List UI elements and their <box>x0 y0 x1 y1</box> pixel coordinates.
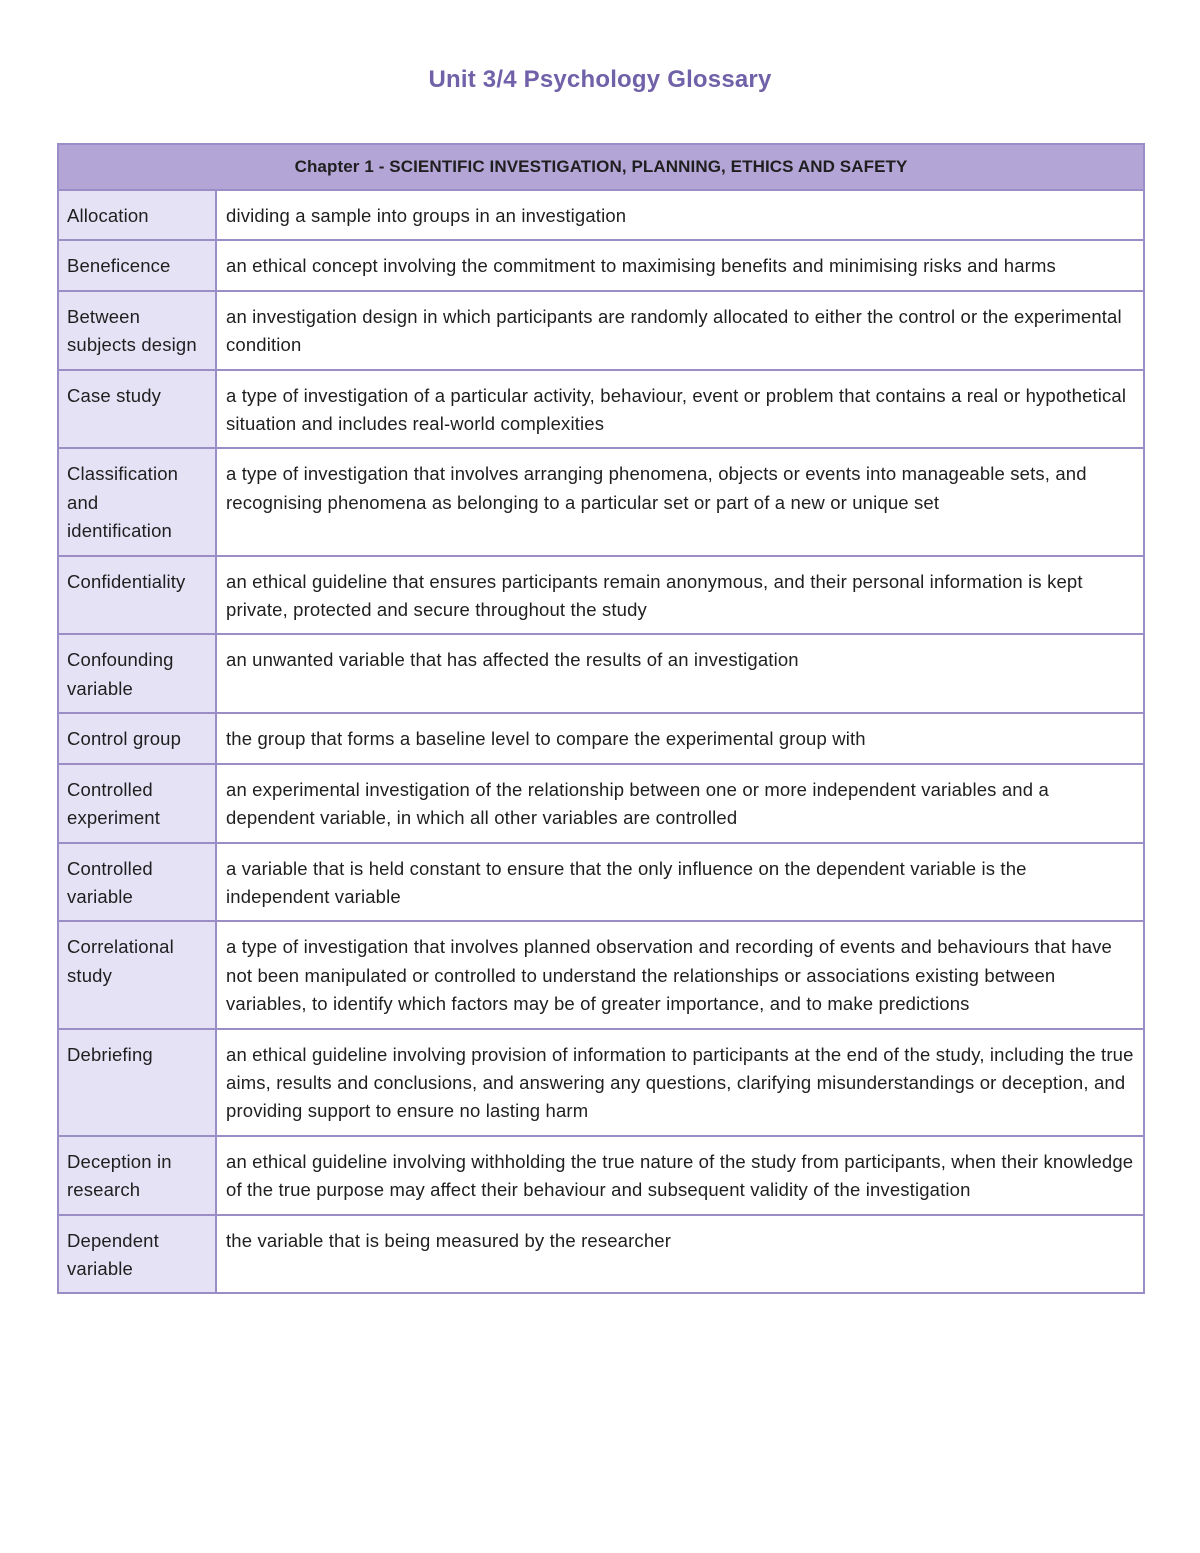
glossary-definition: dividing a sample into groups in an investigation <box>216 190 1144 240</box>
glossary-term: Classification and identification <box>58 448 216 555</box>
glossary-definition: an investigation design in which participants are randomly allocated to either the control or the experimental condition <box>216 291 1144 370</box>
table-row <box>58 190 1144 240</box>
glossary-term: Beneficence <box>58 240 216 290</box>
glossary-definition: an ethical guideline that ensures participants remain anonymous, and their personal information is kept private, protected and secure throughout the study <box>216 556 1144 635</box>
glossary-term: Dependent variable <box>58 1215 216 1294</box>
table-row <box>58 1136 1144 1215</box>
glossary-definition: the variable that is being measured by the researcher <box>216 1215 1144 1294</box>
glossary-definition: a type of investigation of a particular activity, behaviour, event or problem that contains a real or hypothetical situation and includes real-world complexities <box>216 370 1144 449</box>
table-row <box>58 556 1144 635</box>
table-row <box>58 1215 1144 1294</box>
chapter-header-row <box>58 144 1144 190</box>
glossary-definition: an ethical guideline involving withholding the true nature of the study from participants, when their knowledge of the true purpose may affect their behaviour and subsequent validity of the investigation <box>216 1136 1144 1215</box>
glossary-term: Controlled variable <box>58 843 216 922</box>
glossary-definition: a variable that is held constant to ensure that the only influence on the dependent variable is the independent variable <box>216 843 1144 922</box>
table-row <box>58 921 1144 1028</box>
glossary-term: Debriefing <box>58 1029 216 1136</box>
glossary-definition: a type of investigation that involves arranging phenomena, objects or events into manageable sets, and recognising phenomena as belonging to a particular set or part of a new or unique set <box>216 448 1144 555</box>
table-row <box>58 240 1144 290</box>
glossary-term: Controlled experiment <box>58 764 216 843</box>
table-row <box>58 291 1144 370</box>
page-title: Unit 3/4 Psychology Glossary <box>428 66 772 93</box>
table-row <box>58 713 1144 763</box>
glossary-term: Confounding variable <box>58 634 216 713</box>
glossary-term: Control group <box>58 713 216 763</box>
glossary-term: Between subjects design <box>58 291 216 370</box>
glossary-term: Allocation <box>58 190 216 240</box>
glossary-term: Case study <box>58 370 216 449</box>
table-row <box>58 843 1144 922</box>
glossary-term: Confidentiality <box>58 556 216 635</box>
table-row <box>58 634 1144 713</box>
table-row <box>58 1029 1144 1136</box>
table-row <box>58 764 1144 843</box>
glossary-definition: an ethical guideline involving provision of information to participants at the end of the study, including the true aims, results and conclusions, and answering any questions, clarifying misunderstandings or deception, and providing support to ensure no lasting harm <box>216 1029 1144 1136</box>
table-row <box>58 370 1144 449</box>
chapter-heading: Chapter 1 - SCIENTIFIC INVESTIGATION, PLANNING, ETHICS AND SAFETY <box>58 144 1144 190</box>
glossary-term: Correlational study <box>58 921 216 1028</box>
glossary-definition: an experimental investigation of the relationship between one or more independent variables and a dependent variable, in which all other variables are controlled <box>216 764 1144 843</box>
glossary-definition: an ethical concept involving the commitment to maximising benefits and minimising risks and harms <box>216 240 1144 290</box>
glossary-table <box>57 143 1145 1294</box>
glossary-term: Deception in research <box>58 1136 216 1215</box>
table-row <box>58 448 1144 555</box>
glossary-definition: an unwanted variable that has affected the results of an investigation <box>216 634 1144 713</box>
glossary-definition: a type of investigation that involves planned observation and recording of events and behaviours that have not been manipulated or controlled to understand the relationships or associations existing between variables, to identify which factors may be of greater importance, and to make predictions <box>216 921 1144 1028</box>
glossary-definition: the group that forms a baseline level to compare the experimental group with <box>216 713 1144 763</box>
